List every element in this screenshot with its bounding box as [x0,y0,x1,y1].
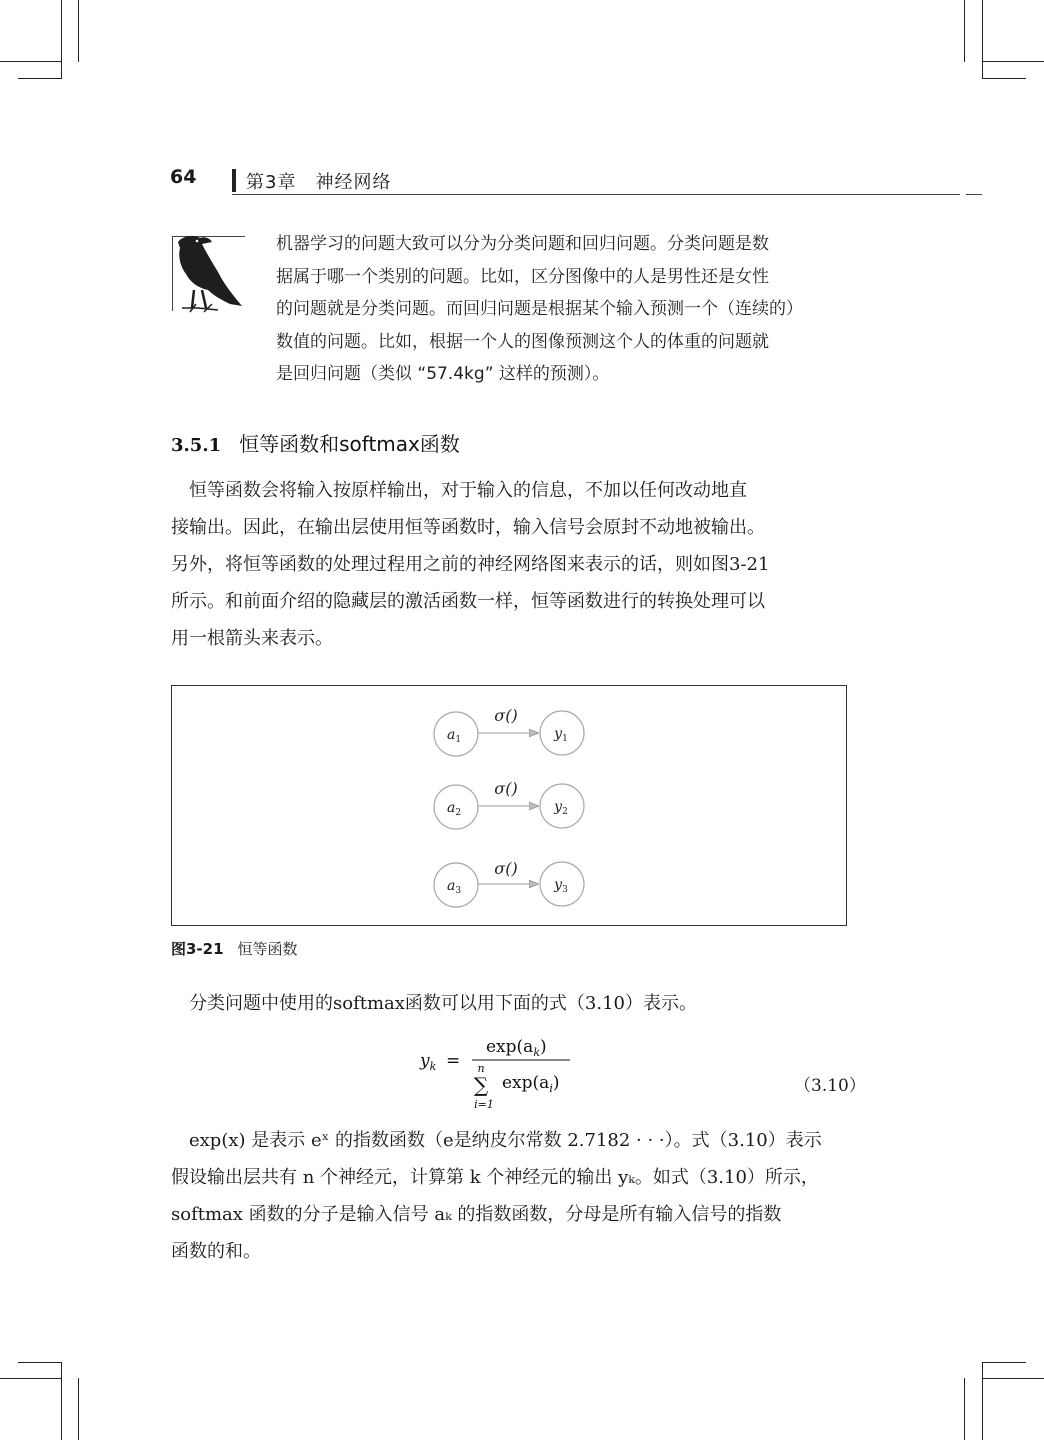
paragraph-line: 函数的和。 [171,1241,261,1262]
paragraph-line: 假设输出层共有 n 个神经元，计算第 k 个神经元的输出 yₖ。如式（3.10）所示， [171,1167,819,1188]
crop-mark [0,1378,62,1379]
sum-lower: i=1 [474,1098,494,1111]
diagram-row [434,706,584,756]
crop-mark [18,1362,62,1363]
input-node [434,863,478,907]
crop-mark [61,1362,62,1440]
note-line: 数值的问题。比如，根据一个人的图像预测这个人的体重的问题就 [276,331,769,352]
equation-denominator: $\exp(a_i)$ [502,1073,560,1095]
paragraph-line: 另外，将恒等函数的处理过程用之前的神经网络图来表示的话，则如图3-21 [171,554,770,575]
figure-caption [171,938,298,959]
note-line: 的问题就是分类问题。而回归问题是根据某个输入预测一个（连续的） [276,299,803,319]
note-line: 机器学习的问题大致可以分为分类问题和回归问题。分类问题是数 [276,234,769,254]
section-title: 恒等函数和softmax函数 [239,432,460,456]
page-number: 64 [170,166,197,188]
crop-mark [964,0,965,62]
equation-number: （3.10） [794,1076,866,1096]
paragraph-line: 接输出。因此，在输出层使用恒等函数时，输入信号会原封不动地被输出。 [171,517,765,538]
note-line: 据属于哪一个类别的问题。比如，区分图像中的人是男性还是女性 [276,266,769,287]
figure-label: 图3-21 [171,940,224,958]
note-text [276,228,852,391]
header-divider [232,169,236,192]
input-label: $a_3$ [446,878,462,896]
paragraph [171,1122,851,1270]
note-line: 是回归问题（类似 “57.4kg” 这样的预测）。 [276,364,610,384]
figure-title: 恒等函数 [237,940,298,958]
crop-mark [982,61,1044,62]
header-rule [966,194,982,195]
paragraph [171,985,851,1022]
diagram-row [434,859,584,907]
header-rule [232,194,960,195]
paragraph-line: 用一根箭头来表示。 [171,628,333,649]
crop-mark [0,61,62,62]
sum-symbol: ∑ [473,1073,489,1097]
paragraph-line: exp(x) 是表示 eˣ 的指数函数（e是纳皮尔常数 2.7182 · · ·）。式（3.10）表示 [171,1130,822,1151]
output-label: $y_3$ [554,877,568,895]
crop-mark [78,0,79,62]
paragraph-line: 所示。和前面介绍的隐藏层的激活函数一样，恒等函数进行的转换处理可以 [171,591,765,612]
bird-icon [172,232,248,318]
crop-mark [982,1378,1044,1379]
paragraph [171,472,851,657]
identity-function-diagram [171,685,847,926]
function-label: σ() [494,779,518,798]
sum-upper: n [477,1062,485,1075]
crop-mark [18,78,62,79]
input-label: $a_2$ [446,800,462,818]
output-label: $y_1$ [554,726,568,744]
crop-mark [78,1378,79,1440]
section-number: 3.5.1 [171,435,222,456]
paragraph-line: 恒等函数会将输入按原样输出，对于输入的信息，不加以任何改动地直 [171,480,747,501]
paragraph-line: softmax 函数的分子是输入信号 aₖ 的指数函数，分母是所有输入信号的指数 [171,1204,782,1225]
equation-lhs: $y_k$ [420,1051,437,1073]
crop-mark [964,1378,965,1440]
crop-mark [982,1362,1026,1363]
crop-mark [982,0,983,78]
input-node [434,712,478,756]
crop-mark [982,1362,983,1440]
paragraph-line: 分类问题中使用的softmax函数可以用下面的式（3.10）表示。 [171,993,697,1014]
diagram-row [434,779,584,829]
softmax-equation [410,1030,590,1114]
chapter-title: 第3章 神经网络 [246,172,392,193]
crop-mark [982,78,1026,79]
section-heading [171,428,460,457]
equation-numerator: $\exp(a_k)$ [486,1037,547,1059]
output-label: $y_2$ [554,799,568,817]
function-label: σ() [494,706,518,725]
input-label: $a_1$ [446,727,462,745]
equation-equals: = [446,1051,461,1071]
function-label: σ() [494,859,518,878]
crop-mark [61,0,62,78]
input-node [434,785,478,829]
